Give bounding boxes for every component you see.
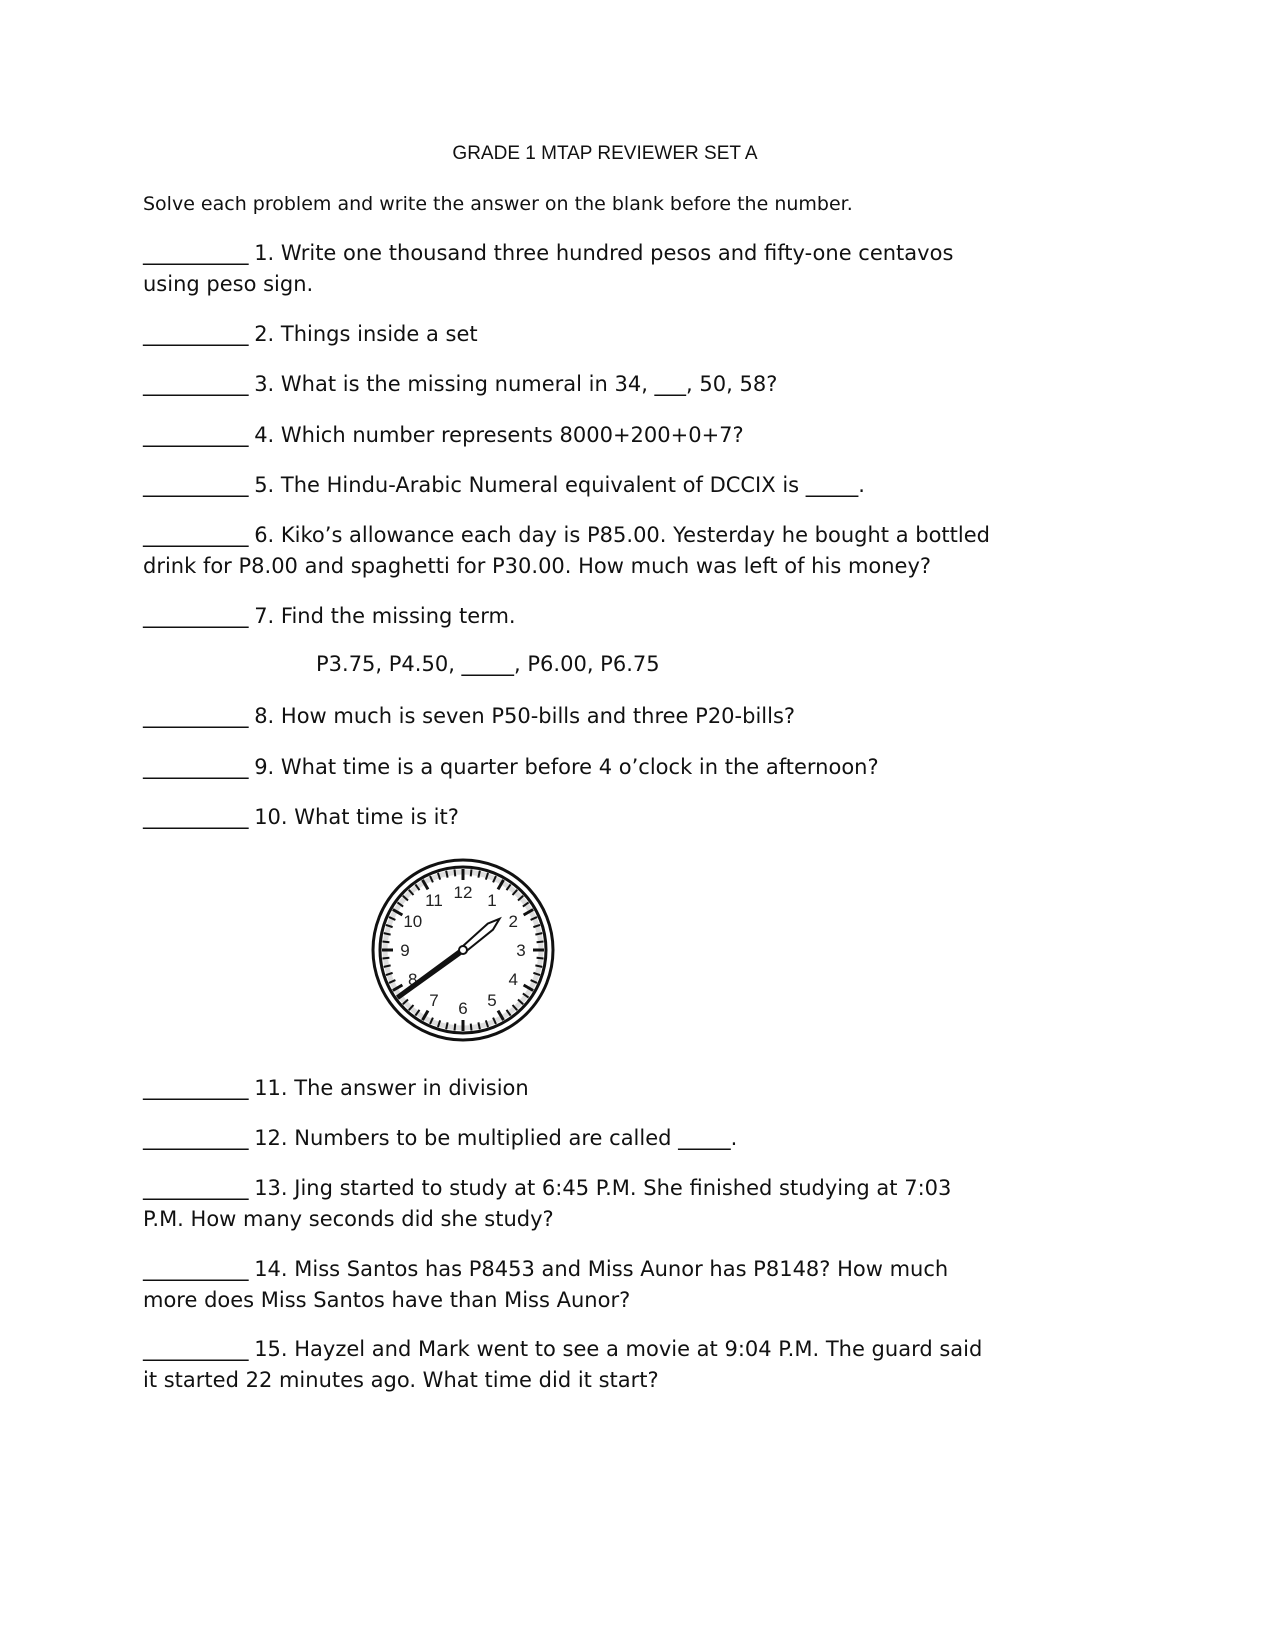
answer-blank[interactable]: ___________ [143, 241, 248, 265]
question-text: 13. Jing started to study at 6:45 P.M. She finished studying at 7:03 [254, 1176, 952, 1200]
clock-tick [471, 869, 472, 876]
question-text: 9. What time is a quarter before 4 o’clock in the afternoon? [254, 755, 879, 779]
question-text: 8. How much is seven P50-bills and three P20-bills? [254, 704, 796, 728]
question-15 [143, 1334, 982, 1396]
answer-blank[interactable]: ___________ [143, 1126, 248, 1150]
clock-number: 11 [425, 890, 443, 910]
sequence-line: P3.75, P4.50, _____, P6.00, P6.75 [316, 652, 660, 676]
clock-tick [455, 869, 456, 876]
question-text-continued: using peso sign. [143, 272, 314, 296]
question-text: 4. Which number represents 8000+200+0+7? [254, 423, 744, 447]
clock-tick [446, 871, 447, 878]
clock-number: 7 [429, 991, 439, 1011]
clock-tick [478, 1022, 479, 1029]
question-text: 2. Things inside a set [254, 322, 478, 346]
clock-tick [455, 1024, 456, 1031]
clock-number: 3 [516, 941, 526, 960]
clock-tick [478, 871, 479, 878]
clock-number: 12 [453, 883, 473, 902]
question-2 [143, 319, 478, 350]
answer-blank[interactable]: ___________ [143, 604, 248, 628]
question-11 [143, 1073, 529, 1104]
answer-blank[interactable]: ___________ [143, 755, 248, 779]
question-1 [143, 238, 953, 300]
question-8 [143, 701, 795, 732]
question-text-continued: more does Miss Santos have than Miss Aunor? [143, 1288, 631, 1312]
clock-tick [446, 1022, 447, 1029]
clock-number: 1 [487, 890, 497, 910]
question-text: 3. What is the missing numeral in 34, ___, 50, 58? [254, 372, 778, 396]
question-text: 6. Kiko’s allowance each day is P85.00. Yesterday he bought a bottled [254, 523, 990, 547]
answer-blank[interactable]: ___________ [143, 322, 248, 346]
question-text: 11. The answer in division [254, 1076, 529, 1100]
clock-number: 4 [508, 970, 518, 989]
question-14 [143, 1254, 948, 1316]
clock-number: 9 [400, 941, 410, 960]
page-title: GRADE 1 MTAP REVIEWER SET A [452, 143, 758, 164]
clock-tick [471, 1024, 472, 1031]
answer-blank[interactable]: ___________ [143, 1176, 248, 1200]
clock-tick [384, 933, 391, 934]
question-7 [143, 601, 516, 632]
clock-tick [382, 958, 389, 959]
clock-tick [535, 965, 542, 966]
question-text: 14. Miss Santos has P8453 and Miss Aunor has P8148? How much [254, 1257, 949, 1281]
answer-blank[interactable]: ___________ [143, 423, 248, 447]
question-text: 10. What time is it? [254, 805, 459, 829]
clock-number: 8 [408, 970, 418, 989]
question-10 [143, 802, 459, 833]
answer-blank[interactable]: ___________ [143, 1337, 248, 1361]
question-4 [143, 420, 744, 451]
question-text-continued: drink for P8.00 and spaghetti for P30.00. How much was left of his money? [143, 554, 932, 578]
question-text-continued: it started 22 minutes ago. What time did it start? [143, 1368, 659, 1392]
clock-tick [382, 942, 389, 943]
question-13 [143, 1173, 951, 1235]
clock-number: 2 [508, 912, 518, 931]
clock-number: 5 [487, 991, 497, 1011]
question-text: 12. Numbers to be multiplied are called _____. [254, 1126, 738, 1150]
clock-number: 10 [403, 912, 423, 931]
question-text-continued: P.M. How many seconds did she study? [143, 1207, 554, 1231]
clock-center-pin [459, 946, 467, 954]
answer-blank[interactable]: ___________ [143, 805, 248, 829]
clock-image [368, 855, 558, 1045]
clock-tick [535, 933, 542, 934]
question-12 [143, 1123, 737, 1154]
clock-tick [384, 965, 391, 966]
question-text: 1. Write one thousand three hundred pesos and fifty-one centavos [254, 241, 954, 265]
clock-tick [537, 958, 544, 959]
answer-blank[interactable]: ___________ [143, 1076, 248, 1100]
question-9 [143, 752, 879, 783]
question-text: 15. Hayzel and Mark went to see a movie at 9:04 P.M. The guard said [254, 1337, 983, 1361]
answer-blank[interactable]: ___________ [143, 473, 248, 497]
question-text: 7. Find the missing term. [254, 604, 516, 628]
answer-blank[interactable]: ___________ [143, 704, 248, 728]
answer-blank[interactable]: ___________ [143, 1257, 248, 1281]
clock-tick [537, 942, 544, 943]
question-3 [143, 369, 777, 400]
answer-blank[interactable]: ___________ [143, 523, 248, 547]
question-text: 5. The Hindu-Arabic Numeral equivalent of DCCIX is _____. [254, 473, 865, 497]
question-5 [143, 470, 865, 501]
clock-number: 6 [458, 999, 468, 1018]
answer-blank[interactable]: ___________ [143, 372, 248, 396]
question-6 [143, 520, 990, 582]
instructions: Solve each problem and write the answer on the blank before the number. [143, 193, 853, 215]
